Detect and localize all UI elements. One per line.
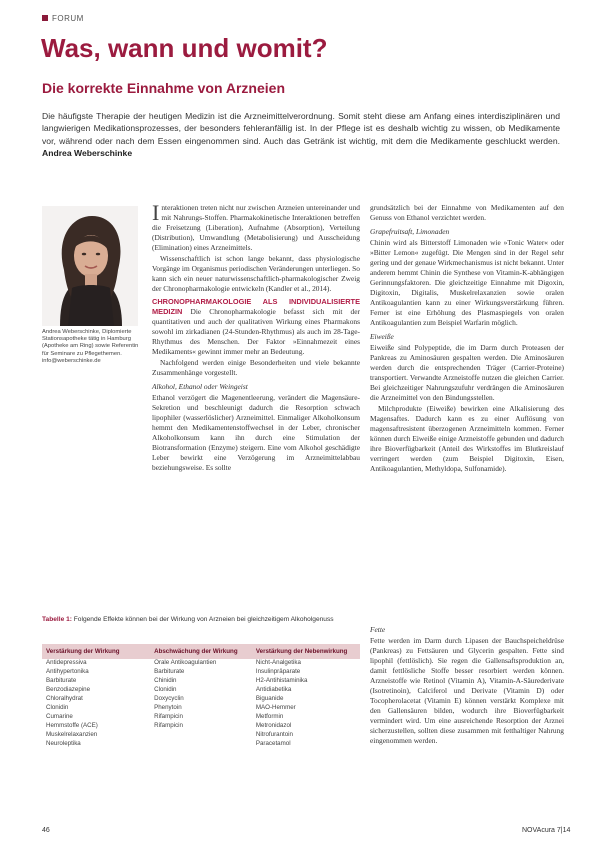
paragraph (152, 297, 360, 357)
table-cell: Barbiturate (154, 668, 185, 675)
table-row (42, 677, 360, 686)
table-row (42, 722, 360, 731)
column-header: Verstärkung der Wirkung (42, 644, 150, 659)
table-cell: Nicht-Analgetika (255, 659, 301, 666)
subheading: Alkohol, Ethanol oder Weingeist (152, 382, 248, 391)
subheading: Eiweiße (370, 332, 394, 341)
table-cell: Metronidazol (255, 722, 292, 729)
paragraph: Nachfolgend werden einige Besonderheiten und viele bekannte Zusammenhänge vorgestellt. (152, 358, 360, 377)
table-cell: Doxycyclin (154, 695, 184, 702)
rubric-square-icon (42, 15, 48, 21)
column-header: Abschwächung der Wirkung (150, 644, 252, 659)
table-cell: Barbiturate (46, 677, 77, 684)
rubric-label: FORUM (52, 14, 84, 23)
article-title: Was, wann und womit? (41, 33, 328, 63)
table-cell: Biguanide (255, 695, 284, 702)
table-cell: H2-Antihistaminika (255, 677, 308, 684)
paragraph: Wissenschaftlich ist schon lange bekannt, dass physiologische Vorgänge im Organismus periodischen Veränderungen unterliegen. So kann sich ein neuer naturwissenschaftlich-pharmakologischer Zweig der Chronopharmakologie entwickeln (Kandler et al., 2014). (152, 254, 360, 293)
lead-text: Die häufigste Therapie der heutigen Medizin ist die Arzneimittelverordnung. Somit steht diese am Anfang eines interdisziplinären und langwierigen Medikationsprozesses, der besonders fehleranfällig ist. In der Pflege ist es deshalb wichtig zu wissen, ob Medikamente vor, während oder nach dem Essen eingenommen sind. Auch das Getränk ist wichtig, mit dem die Medikamente geschluckt werden. (42, 111, 560, 146)
paragraph-text: nteraktionen treten nicht nur zwischen Arzneien untereinander und mit Nahrungs-Stoffen. Pharmakokinetische Interaktionen betreffen die Freisetzung (Liberation), Aufnahme (Absorption), Verteilung (Distribution), Umwandlung (Metabolisierung) und Ausscheidung (Elimination) eines Arzneimittels. (152, 203, 360, 252)
table-cell: Insulinpräparate (255, 668, 301, 675)
page-number: 46 (42, 827, 50, 834)
table-cell: Neuroleptika (46, 740, 81, 747)
table-cell: Antihypertonika (46, 668, 89, 675)
photo-caption: Andrea Weberschinke, Diplomierte Stationsapotheke tätig in Hamburg (Apotheke am Ring) sowie Referentin für Seminare zu Pflegethemen. info@weberschinke.de (42, 329, 139, 364)
table-cell: MAO-Hemmer (255, 704, 296, 711)
table-cell: Benzodiazepine (46, 686, 91, 693)
table-row (42, 731, 360, 740)
paragraph: Chinin wird als Bitterstoff Limonaden wie »Tonic Water« oder »Bitter Lemon« zugefügt. Die Mengen sind in der Regel sehr gering und der genaue Wirkmechanismus ist nicht bekannt. Unter anderem hemmt Chinin die Synthese von Vitamin-K-abhängigen Gerinnungsfaktoren. Die gleichzeitige Einnahme mit Digoxin, Digitoxin, Digitalis, Muskelrelaxanzien sowie oralen Antikoagulantien kann zu einer Wirkungsverstärkung führen. Ferner ist eine Erhöhung des Plasmaspiegels von oralen Antikoagulantien zum Beispiel Warfarin möglich. (370, 238, 564, 327)
table-row (42, 668, 360, 677)
table-cell: Chinidin (154, 677, 177, 684)
table-cell: Cumarine (46, 713, 73, 720)
table-caption-label: Tabelle 1: (42, 616, 72, 623)
table-cell: Phenytoin (154, 704, 182, 711)
table-cell: Nitrofurantoin (255, 731, 294, 738)
journal-name: NOVAcura 7|14 (522, 827, 571, 834)
table-cell: Muskelrelaxanzien (46, 731, 98, 738)
paragraph: Ethanol verzögert die Magenentleerung, verändert die Magensäure-Sekretion und beschleunigt dadurch die Resorption schwach lipophiler (wasserlöslicher) Arzneimittel. Einmaliger Alkoholkonsum hemmt den Medikamentenstoffwechsel in der Leber, chronischer Alkoholkonsum kann ihn durch eine Stimulation der Biotransformation (Enzyme) steigern. Eine vom Alkohol geschädigte Leber bewirkt eine Verzögerung im Arzneimittelabbau beziehungsweise. Es sollte (152, 393, 360, 472)
article-subtitle: Die korrekte Einnahme von Arzneien (42, 80, 285, 96)
table-row (42, 704, 360, 713)
table-row (42, 659, 360, 668)
column-header: Verstärkung der Nebenwirkung (252, 644, 360, 659)
section-rubric (42, 14, 84, 23)
table-cell (150, 740, 252, 749)
section-heading: CHRONOPHARMAKOLOGIE ALS INDIVIDUALISIERTE MEDIZIN (152, 297, 360, 316)
table-cell: Hemmstoffe (ACE) (46, 722, 98, 729)
table-caption (42, 616, 360, 624)
author-name: Andrea Weberschinke (42, 148, 133, 159)
table-row (42, 686, 360, 695)
paragraph-text: Die Chronopharmakologie befasst sich mit der quantitativen und auch der qualitativen Wirkung eines Pharmakons sowohl im zirkadianen (24-Stunden-Rhythmus) als auch im 28-Tage-Rhythmus des Menschen. Der Faktor »Einnahmezeit eines Medikaments« gewinnt immer mehr an Bedeutung. (152, 307, 360, 356)
table-cell: Clonidin (46, 704, 69, 711)
table-cell: Chloralhydrat (46, 695, 83, 702)
text-column-3 (370, 621, 564, 747)
table-row (42, 695, 360, 704)
paragraph: Milchprodukte (Eiweiße) bewirken eine Alkalisierung des Magensaftes. Dadurch kann es zu einer Auflösung von magensaftresistent überzogenen Arzneimitteln kommen. Ferner können durch Eiweiße einige Arzneistoffe gebunden und dadurch ihre Bioverfügbarkeit (Anteil des Wirkstoffes im Blutkreislauf verringert werden (zum Beispiel Digitoxin, Eisen, Antikoagulantien, Methyldopa, Sulfonamide). (370, 404, 564, 473)
paragraph: grundsätzlich bei der Einnahme von Medikamenten auf den Genuss von Ethanol verzichtet werden. (370, 203, 564, 222)
subheading: Fette (370, 625, 386, 634)
table-cell: Rifampicin (154, 722, 183, 729)
paragraph: Fette werden im Darm durch Lipasen der Bauchspeicheldrüse (Pankreas) zu Fettsäuren und Glycerin gespalten. Fette sind lipophil (fettlöslich). Sie regen die Gallensaftsproduktion an, damit fettlösliche Stoffe besser resorbiert werden können. Arzneistoffe wie Retinol (Vitamin A), Vitamin-A-Säurederivate (Isotretinoin), Calciferol und Derivate (Vitamin D) oder Tocopherolacetat (Vitamin E) können verstärkt Komplexe mit den Gallensäuren bilden, wodurch ihre Bioverfügbarkeit vermindert wird. Um eine ausreichende Resorption der Arznei sicherzustellen, sollten diese zusammen mit fetthaltiger Nahrung eingenommen werden. (370, 636, 564, 745)
drug-interaction-table (42, 644, 360, 749)
paragraph (152, 200, 360, 253)
table-cell: Rifampicin (154, 713, 183, 720)
table-caption-text: Folgende Effekte können bei der Wirkung von Arzneien bei gleichzeitigem Alkoholgenuss (73, 616, 334, 623)
table-row (42, 740, 360, 749)
text-column-2 (370, 203, 564, 475)
table-cell: Metformin (255, 713, 284, 720)
text-column-1 (152, 200, 360, 474)
table-cell: Clonidin (154, 686, 177, 693)
table-cell: Antidiabetika (255, 686, 292, 693)
drop-cap: I (152, 200, 160, 225)
table-cell: Antidepressiva (46, 659, 87, 666)
table-row (42, 713, 360, 722)
table-header-row (42, 644, 360, 659)
paragraph: Eiweiße sind Polypeptide, die im Darm durch Proteasen der Pankreas zu Aminosäuren gespalten werden. Die Aminosäuren werden durch die entsprechenden Träger (Carrier-Proteine) transportiert. Verwandte Arzneistoffe nutzen die gleichen Carrier. Bei gleichzeitiger Nahrungszufuhr verdrängen die Aminosäuren die Arzneimittel von den Bindungsstellen. (370, 343, 564, 402)
portrait-image (42, 206, 138, 326)
subheading: Grapefruitsaft, Limonaden (370, 227, 450, 236)
table-cell: Orale Antikoagulantien (154, 659, 217, 666)
table-cell: Paracetamol (255, 740, 291, 747)
table-cell (150, 731, 252, 740)
article-lead (42, 110, 560, 160)
author-photo (42, 206, 138, 326)
